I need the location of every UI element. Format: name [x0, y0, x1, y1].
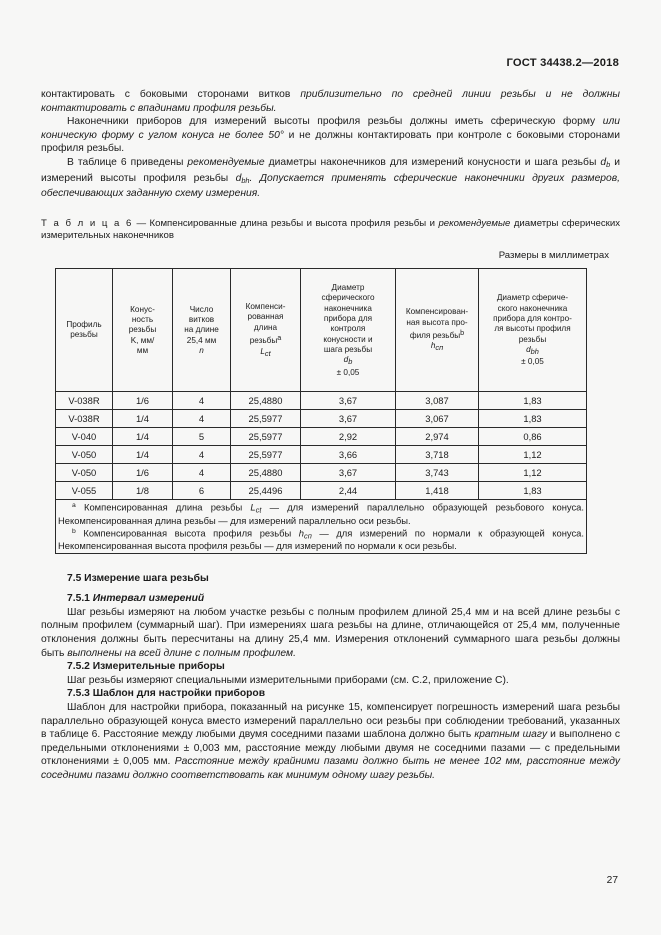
units-note-text: Размеры в миллиметрах: [498, 250, 609, 262]
header-taper-l4: K, мм/: [130, 335, 155, 345]
header-sphdia-l6: конусности и: [323, 334, 373, 344]
intro-text-block: [41, 88, 620, 201]
cell-sphere-dia-height: 1,83: [479, 410, 587, 428]
header-compensated-height: [396, 269, 479, 392]
footnote-b-text-a: Компенсированная высота профиля резьбы: [75, 526, 299, 538]
paragraph-2-text-a: Наконечники приборов для измерений высоты профиля резьбы должны иметь сферическую форму: [67, 116, 603, 128]
paragraph-3-italic-a: рекомендуемые: [187, 156, 265, 168]
paragraph-2-italic: или коническую форму с углом конуса не более 50°: [41, 116, 620, 141]
cell-profile: V-050: [56, 446, 113, 464]
header-taper: [113, 269, 173, 392]
header-sphdia-l7: шага резьбы: [323, 344, 373, 354]
header-sphdiah-symbol: d: [526, 344, 531, 354]
header-sphdiah-l5: резьбы: [518, 334, 547, 344]
table-header-row: [56, 269, 587, 392]
header-cheight-symbol-subscript: сп: [435, 343, 444, 353]
cell-profile: V-038R: [56, 392, 113, 410]
header-thread-profile-label: Профиль резьбы: [66, 320, 102, 340]
cell-sphere-dia-height: 1,12: [479, 446, 587, 464]
header-sphdiah-l3: прибора для контро-: [493, 313, 572, 323]
paragraph-1-text: контактировать с боковыми сторонами витков: [41, 89, 301, 100]
header-cheight-symbol: h: [430, 341, 436, 351]
cell-turns: 4: [173, 410, 231, 428]
header-clength-l2: рованная: [247, 312, 284, 322]
cell-sphere-dia-taper: 2,44: [301, 482, 396, 500]
table-row: [56, 410, 587, 428]
table-footnotes: [56, 500, 587, 553]
cell-turns: 5: [173, 428, 231, 446]
table-footnotes-row: [56, 500, 587, 553]
header-sphdia-l3: наконечника: [324, 303, 372, 313]
table-caption-italic: рекомендуемые: [438, 217, 511, 229]
cell-taper: 1/6: [113, 392, 173, 410]
cell-comp-length: 25,4880: [231, 392, 301, 410]
section-7-5-1-body: [41, 606, 620, 660]
paragraph-3-text-b: диаметры наконечников для измерений конусности и шага резьбы: [264, 156, 601, 168]
document-header: [41, 0, 620, 69]
compensated-thread-table: [55, 268, 587, 553]
cell-comp-length: 25,5977: [231, 410, 301, 428]
table-caption-dash: —: [133, 217, 150, 229]
header-turns-l2: витков: [188, 315, 215, 325]
cell-taper: 1/4: [113, 410, 173, 428]
header-sphdia-l1: Диаметр: [331, 283, 365, 293]
header-sphdia-symbol-subscript: b: [348, 357, 353, 367]
cell-taper: 1/4: [113, 428, 173, 446]
footnote-a-symbol-subscript: ct: [255, 505, 262, 515]
table-caption-label: Т а б л и ц а 6: [41, 217, 133, 229]
cell-profile: V-050: [56, 464, 113, 482]
footnote-a-text-b: — для измерений параллельно образующей резьбового конуса. Некомпенсированная длина резьбы — для измерений параллельно оси резьбы.: [58, 501, 584, 527]
paragraph-1-italic: приблизительно по средней линии резьбы и не должны контактировать с впадинами профиля резьбы.: [41, 89, 620, 114]
header-sphdia-tolerance: ± 0,05: [336, 367, 360, 377]
cell-comp-height: 3,718: [396, 446, 479, 464]
cell-profile: V-055: [56, 482, 113, 500]
header-sphdiah-tolerance: ± 0,05: [521, 357, 544, 367]
paragraph-1: [41, 88, 620, 115]
table-row: [56, 464, 587, 482]
header-clength-l1: Компенси-: [245, 302, 286, 312]
paragraph-2-text-b: и не должны контактировать при контроле с боковыми сторонами профиля резьбы.: [41, 129, 620, 155]
section-7-5-heading: 7.5 Измерение шага резьбы: [67, 572, 209, 584]
footnote-b-symbol-subscript: сп: [304, 530, 312, 540]
header-sphdia-l2: сферического: [321, 293, 375, 303]
paragraph-3-italic-b: . Допускается применять сферические наконечники других размеров, обеспечивающих заданную схему измерения.: [41, 172, 620, 200]
header-cheight-l2: ная высота про-: [406, 317, 468, 327]
footnote-b: [58, 527, 584, 552]
header-taper-l2: ность: [131, 315, 154, 325]
cell-taper: 1/8: [113, 482, 173, 500]
header-sphdiah-l1: Диаметр сфериче-: [496, 293, 569, 303]
section-7-5-3-text-b: и выполнено с предельными отклонениями ± 0,003 мм, расстояние между любыми двумя не соседними пазами — с предельными отклонениями ± 0,005 мм.: [41, 729, 620, 768]
header-sphdiah-symbol-subscript: bh: [530, 346, 539, 356]
cell-sphere-dia-height: 0,86: [479, 428, 587, 446]
cell-comp-height: 2,974: [396, 428, 479, 446]
header-sphere-diameter-taper: [301, 269, 396, 392]
section-7-5-3-heading: 7.5.3 Шаблон для настройки приборов: [67, 688, 266, 700]
header-sphere-diameter-height: [479, 269, 587, 392]
cell-taper: 1/6: [113, 464, 173, 482]
cell-sphere-dia-taper: 2,92: [301, 428, 396, 446]
header-turns-l4: 25,4 мм: [186, 335, 217, 345]
cell-sphere-dia-taper: 3,67: [301, 464, 396, 482]
section-7-5-1-title: Интервал измерений: [92, 593, 205, 605]
cell-comp-length: 25,5977: [231, 428, 301, 446]
footnote-a-symbol: L: [250, 501, 256, 513]
footnote-b-symbol: h: [298, 526, 305, 538]
cell-comp-height: 3,067: [396, 410, 479, 428]
table-body: [56, 392, 587, 553]
table-row: [56, 428, 587, 446]
sections-block: [41, 572, 620, 783]
cell-turns: 4: [173, 464, 231, 482]
section-7-5-1-text-italic: выполнены на всей длине с полным профилем.: [67, 647, 296, 659]
cell-sphere-dia-taper: 3,67: [301, 392, 396, 410]
cell-sphere-dia-taper: 3,66: [301, 446, 396, 464]
header-thread-profile: [56, 269, 113, 392]
section-7-5-3-italic-b: Расстояние между крайними пазами должно быть не менее 102 мм, расстояние между соседними пазами должно соответствовать как минимум одному шагу резьбы.: [41, 756, 620, 781]
section-7-5-1-heading: [41, 592, 620, 606]
section-7-5-3-text-a: Шаблон для настройки прибора, показанный на рисунке 15, компенсирует погрешность измерений шага резьбы параллельно образующей конуса вместо измерений параллельно оси резьбы при соблюдении требований, указанных в таблице 6. Расстояние между любыми двумя соседними пазами шаблона должно быть: [41, 701, 620, 741]
header-clength-l3: длина: [253, 322, 278, 332]
header-turns-l3: на длине: [184, 325, 219, 335]
header-cheight-footnote-mark: b: [460, 327, 465, 337]
section-7-5-1-text: Шаг резьбы измеряют на любом участке резьбы с полным профилем длиной 25,4 мм и на всей длине резьбы с полным профилем (суммарный шаг). При измерениях шага резьбы на длине, отличающейся от 25,4 мм, полученные отклонения должны быть пересчитаны на длину 25,4 мм. Измерения отклонений суммарного шага резьбы должны быть: [41, 606, 620, 659]
section-7-5-2-body: Шаг резьбы измеряют специальными измерительными приборами (см. С.2, приложение С).: [67, 674, 509, 686]
cell-comp-height: 3,087: [396, 392, 479, 410]
section-7-5-3-body: [41, 701, 620, 783]
cell-turns: 6: [173, 482, 231, 500]
paragraph-3-text-c: и измерений высоты профиля резьбы: [41, 156, 620, 184]
header-compensated-length: [231, 269, 301, 392]
cell-sphere-dia-taper: 3,67: [301, 410, 396, 428]
cell-comp-length: 25,4880: [231, 464, 301, 482]
header-clength-footnote-mark: a: [277, 332, 282, 342]
symbol-d-b: d: [600, 156, 607, 168]
footnote-b-mark: b: [72, 527, 76, 535]
header-sphdia-l4: прибора для: [323, 313, 373, 323]
spacer: [41, 585, 620, 592]
header-sphdiah-l2: ского наконечника: [497, 303, 568, 313]
header-sphdia-l5: контроля: [330, 324, 366, 334]
cell-comp-height: 1,418: [396, 482, 479, 500]
header-clength-symbol: L: [260, 346, 265, 356]
cell-sphere-dia-height: 1,12: [479, 464, 587, 482]
header-sphdiah-l4: ля высоты профиля: [494, 324, 571, 334]
footnote-a: [58, 501, 584, 526]
section-7-5-1-number: 7.5.1: [67, 593, 93, 605]
table-row: [56, 446, 587, 464]
footnote-a-text-a: Компенсированная длина резьбы: [75, 501, 251, 513]
header-taper-l3: резьбы: [128, 325, 157, 335]
header-taper-l1: Конус-: [130, 304, 155, 314]
cell-sphere-dia-height: 1,83: [479, 482, 587, 500]
table-units-note: [41, 250, 620, 261]
symbol-d-b-subscript: b: [606, 160, 611, 170]
section-7-5-3-italic-a: кратным шагу: [474, 729, 548, 741]
paragraph-2: [41, 115, 620, 156]
cell-profile: V-038R: [56, 410, 113, 428]
cell-comp-height: 3,743: [396, 464, 479, 482]
header-cheight-l3: филя резьбы: [409, 331, 461, 341]
symbol-d-bh: d: [235, 172, 242, 184]
table-caption-text-b: диаметры сферических измерительных наконечников: [41, 217, 621, 242]
header-turns-symbol: n: [199, 345, 204, 355]
table-caption: [41, 218, 620, 243]
footnote-b-text-b: — для измерений по нормали к образующей конуса. Некомпенсированная высота профиля резьбы — для измерений по нормали к оси резьбы.: [58, 526, 584, 552]
header-turns-l1: Число: [189, 304, 214, 314]
cell-sphere-dia-height: 1,83: [479, 392, 587, 410]
table-row: [56, 392, 587, 410]
page-number: 27: [606, 875, 618, 886]
header-taper-l5: мм: [136, 345, 149, 355]
cell-turns: 4: [173, 392, 231, 410]
table-caption-text-a: Компенсированные длина резьбы и высота профиля резьбы и: [149, 217, 439, 229]
standard-designation: ГОСТ 34438.2—2018: [506, 57, 619, 69]
header-turns-count: [173, 269, 231, 392]
header-cheight-l1: Компенсирован-: [405, 307, 469, 317]
cell-profile: V-040: [56, 428, 113, 446]
paragraph-3: [41, 156, 620, 201]
footnote-a-mark: a: [72, 502, 76, 510]
paragraph-3-text-a: В таблице 6 приведены: [67, 156, 188, 168]
header-clength-l4: резьбы: [249, 336, 278, 346]
section-7-5-2-heading: 7.5.2 Измерительные приборы: [67, 661, 225, 673]
header-sphdia-symbol: d: [343, 355, 349, 365]
cell-comp-length: 25,4496: [231, 482, 301, 500]
cell-taper: 1/4: [113, 446, 173, 464]
symbol-d-bh-subscript: bh: [241, 175, 250, 185]
header-clength-symbol-subscript: ct: [264, 348, 271, 358]
cell-turns: 4: [173, 446, 231, 464]
table-row: [56, 482, 587, 500]
cell-comp-length: 25,5977: [231, 446, 301, 464]
